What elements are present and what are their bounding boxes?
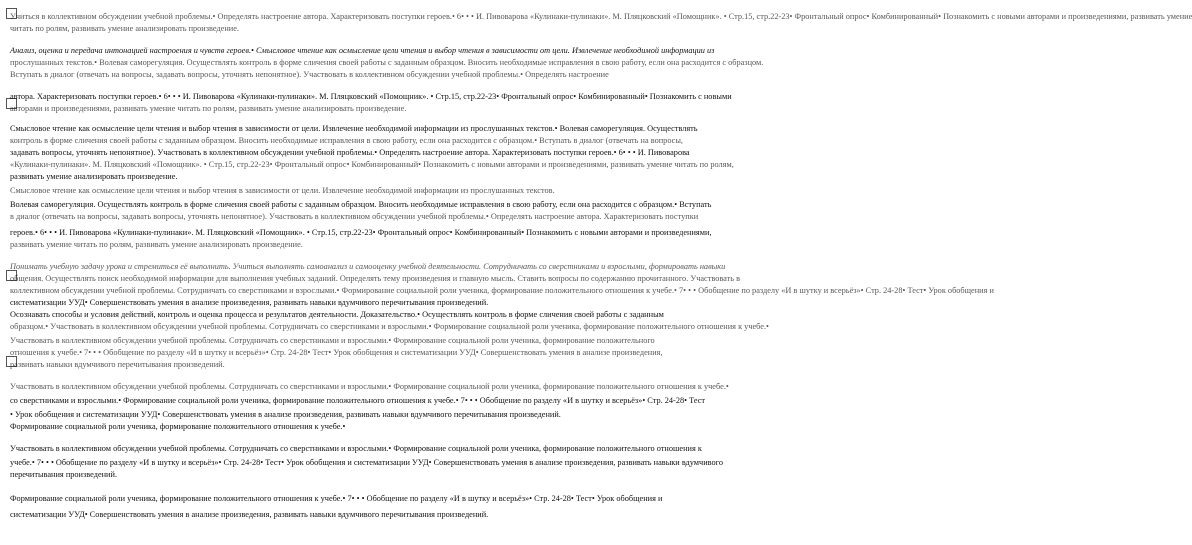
text-line: Учиться в коллективном обсуждении учебной проблемы.• Определять настроение автора. Характеризовать поступки героев.• 6• • • И. Пивоварова «Кулинаки-пулинаки». М. Пляцковский «Помощник». • Стр.15, стр.22-23• Фронтальный опрос• Комбинированный• Познакомить с новыми авторами и произведениями, развивать умение [10, 12, 1192, 21]
text-line: задавать вопросы, уточнять непонятное). Участвовать в коллективном обсуждении учебной проблемы.• Определять настроение автора. Характеризовать поступки героев.• 6• • • И. Пивоварова [10, 148, 690, 157]
text-line: • Урок обобщения и систематизации УУД• Совершенствовать умения в анализе произведения, развивать навыки вдумчивого перечитывания произведений. [10, 410, 561, 419]
text-line: Участвовать в коллективном обсуждении учебной проблемы. Сотрудничать со сверстниками и взрослыми.• Формирование социальной роли ученика, формирование положительного отношения к учебе.• [10, 382, 729, 391]
text-line: образцом.• Участвовать в коллективном обсуждении учебной проблемы. Сотрудничать со сверстниками и взрослыми.• Формирование социальной роли ученика, формирование положительного отношения к учебе.• [10, 322, 769, 331]
text-line: Участвовать в коллективном обсуждении учебной проблемы. Сотрудничать со сверстниками и взрослыми.• Формирование социальной роли ученика, формирование положительного [10, 336, 655, 345]
text-line: Смысловое чтение как осмысление цели чтения и выбор чтения в зависимости от цели. Извлечение необходимой информации из прослушанных текстов. [10, 186, 555, 195]
text-line: систематизации УУД• Совершенствовать умения в анализе произведения, развивать навыки вдумчивого перечитывания произведений. [10, 510, 489, 519]
text-line: Волевая саморегуляция. Осуществлять контроль в форме сличения своей работы с заданным образцом. Вносить необходимые исправления в свою работу, если она расходится с образцом.• Вступать [10, 200, 712, 209]
text-line: «Кулинаки-пулинаки». М. Пляцковский «Помощник». • Стр.15, стр.22-23• Фронтальный опрос• Комбинированный• Познакомить с новыми авторами и произведениями, развивать умение читать по ролям, [10, 160, 734, 169]
text-line: контроль в форме сличения своей работы с заданным образцом. Вносить необходимые исправления в свою работу, если она расходится с образцом.• Вступать в диалог (отвечать на вопросы, [10, 136, 684, 145]
text-line: перечитывания произведений. [10, 470, 118, 479]
text-line: в диалог (отвечать на вопросы, задавать вопросы, уточнять непонятное). Участвовать в коллективном обсуждении учебной проблемы.• Определять настроение автора. Характеризовать поступки [10, 212, 699, 221]
text-line: Участвовать в коллективном обсуждении учебной проблемы. Сотрудничать со сверстниками и взрослыми.• Формирование социальной роли ученика, формирование положительного отношения к [10, 444, 702, 453]
text-line: прослушанных текстов.• Волевая саморегуляция. Осуществлять контроль в форме сличения своей работы с заданным образцом. Вносить необходимые исправления в свою работу, если она расходится с образцом. [10, 58, 764, 67]
text-line: коллективном обсуждении учебной проблемы. Сотрудничать со сверстниками и взрослыми.• Формирование социальной роли ученика, формирование положительного отношения к учебе.• 7• • • Обобщение по разделу «И в шутку и всерьёз»• Стр. 24-28• Тест• Урок обобщения и [10, 286, 994, 295]
text-line: систематизации УУД• Совершенствовать умения в анализе произведения, развивать навыки вдумчивого перечитывания произведений. [10, 298, 489, 307]
text-line: общения. Осуществлять поиск необходимой информации для выполнения учебных заданий. Определять тему произведения и главную мысль. Ставить вопросы по содержанию прочитанного. Участвовать в [10, 274, 741, 283]
text-line: развивать навыки вдумчивого перечитывания произведений. [10, 360, 225, 369]
text-line: Формирование социальной роли ученика, формирование положительного отношения к учебе.• [10, 422, 346, 431]
text-line: со сверстниками и взрослыми.• Формирование социальной роли ученика, формирование положительного отношения к учебе.• 7• • • Обобщение по разделу «И в шутку и всерьёз»• Стр. 24-28• Тест [10, 396, 706, 405]
text-line: героев.• 6• • • И. Пивоварова «Кулинаки-пулинаки». М. Пляцковский «Помощник». • Стр.15, стр.22-23• Фронтальный опрос• Комбинированный• Познакомить с новыми авторами и произведениями, [10, 228, 712, 237]
text-line: развивать умение читать по ролям, развивать умение анализировать произведение. [10, 240, 303, 249]
text-line: Смысловое чтение как осмысление цели чтения и выбор чтения в зависимости от цели. Извлечение необходимой информации из прослушанных текстов.• Волевая саморегуляция. Осуществлять [10, 124, 698, 133]
text-line: отношения к учебе.• 7• • • Обобщение по разделу «И в шутку и всерьёз»• Стр. 24-28• Тест• Урок обобщения и систематизации УУД• Совершенствовать умения в анализе произведения, [10, 348, 663, 357]
text-line: учебе.• 7• • • Обобщение по разделу «И в шутку и всерьёз»• Стр. 24-28• Тест• Урок обобщения и систематизации УУД• Совершенствовать умения в анализе произведения, развивать навыки вдумчивого [10, 458, 724, 467]
text-line: читать по ролям, развивать умение анализировать произведение. [10, 24, 240, 33]
text-line: автора. Характеризовать поступки героев.• 6• • • И. Пивоварова «Кулинаки-пулинаки». М. Пляцковский «Помощник». • Стр.15, стр.22-23• Фронтальный опрос• Комбинированный• Познакомить с новыми [10, 92, 732, 101]
text-line: Вступать в диалог (отвечать на вопросы, задавать вопросы, уточнять непонятное). Участвовать в коллективном обсуждении учебной проблемы.• Определять настроение [10, 70, 609, 79]
text-line: авторами и произведениями, развивать умение читать по ролям, развивать умение анализировать произведение. [10, 104, 407, 113]
text-line: Понимать учебную задачу урока и стремиться её выполнить. Учиться выполнять самоанализ и самооценку учебной деятельности. Сотрудничать со сверстниками и взрослыми, формировать навыки [10, 262, 726, 271]
text-line: Формирование социальной роли ученика, формирование положительного отношения к учебе.• 7• • • Обобщение по разделу «И в шутку и всерьёз»• Стр. 24-28• Тест• Урок обобщения и [10, 494, 663, 503]
text-line: Анализ, оценка и передача интонацией настроения и чувств героев.• Смысловое чтение как осмысление цели чтения и выбор чтения в зависимости от цели. Извлечение необходимой информации из [10, 46, 715, 55]
text-line: Осознавать способы и условия действий, контроль и оценка процесса и результатов деятельности. Доказательство.• Осуществлять контроль в форме сличения своей работы с заданным [10, 310, 664, 319]
text-line: развивать умение анализировать произведение. [10, 172, 178, 181]
